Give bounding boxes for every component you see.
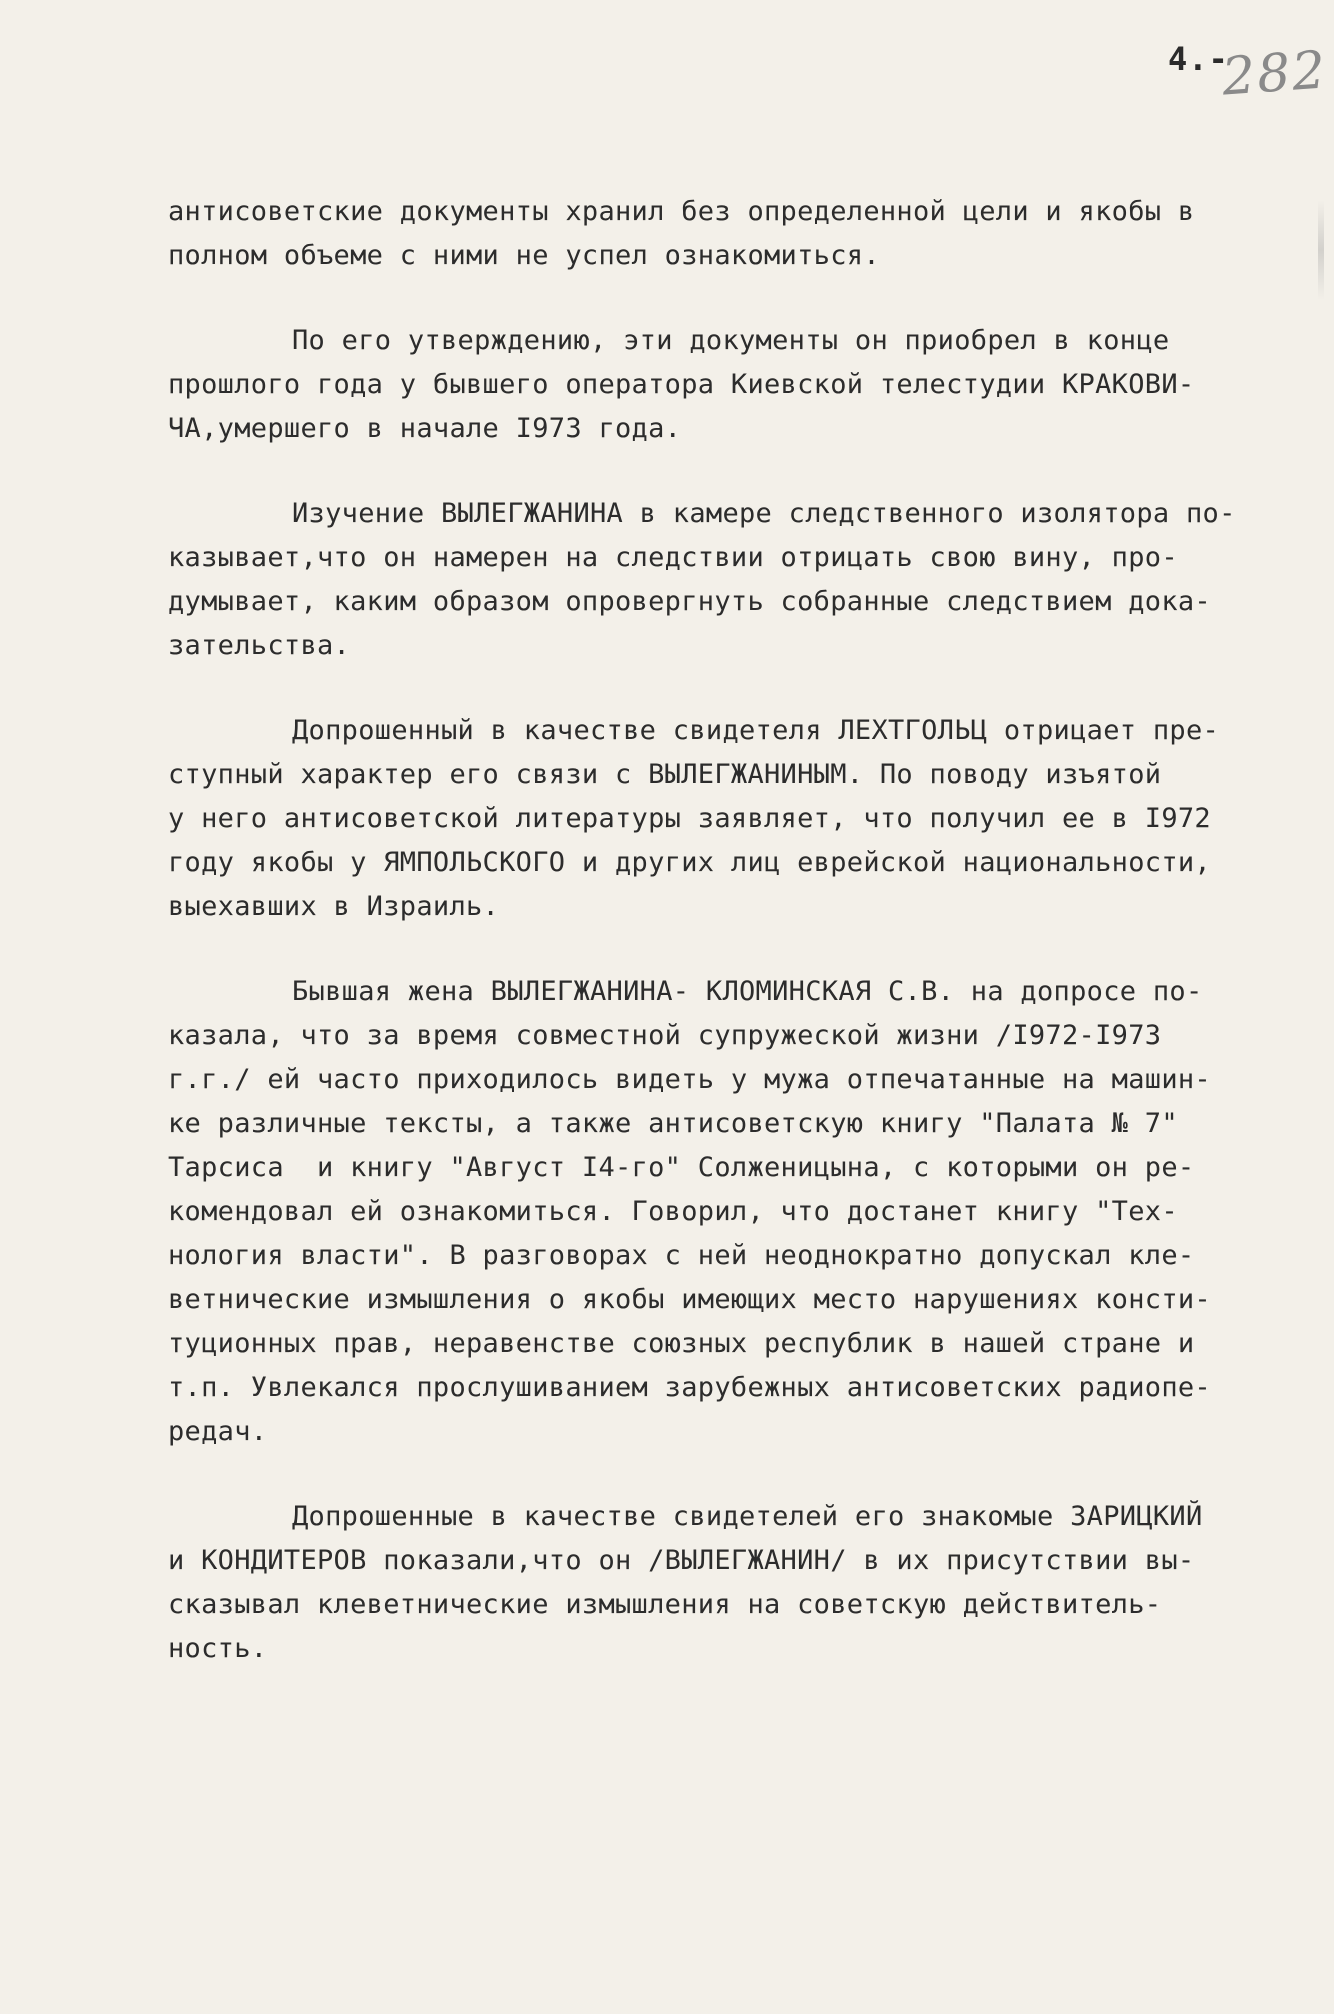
document-body xyxy=(168,190,1318,1712)
text-line: Бывшая жена ВЫЛЕГЖАНИНА- КЛОМИНСКАЯ С.В. на допросе по- xyxy=(292,976,1203,1007)
page-number: 4.- xyxy=(1168,40,1229,78)
paragraph-4 xyxy=(168,709,1318,929)
text-line: г.г./ ей часто приходилось видеть у мужа отпечатанные на машин- xyxy=(168,1064,1211,1095)
text-line: и КОНДИТЕРОВ показали,что он /ВЫЛЕГЖАНИН/ в их присутствии вы- xyxy=(168,1545,1195,1576)
text-line: казала, что за время совместной супружеской жизни /I972-I973 xyxy=(168,1020,1162,1051)
text-line: Допрошенный в качестве свидетеля ЛЕХТГОЛЬЦ отрицает пре- xyxy=(292,715,1220,746)
text-line: ке различные тексты, а также антисоветскую книгу "Палата № 7" xyxy=(168,1108,1178,1139)
text-line: сказывал клеветнические измышления на советскую действитель- xyxy=(168,1589,1162,1620)
text-line: ветнические измышления о якобы имеющих место нарушениях консти- xyxy=(168,1284,1211,1315)
paragraph-1 xyxy=(168,190,1318,278)
text-line: думывает, каким образом опровергнуть собранные следствием дока- xyxy=(168,586,1211,617)
archive-handwritten-number: 282 xyxy=(1220,40,1330,108)
text-line: ность. xyxy=(168,1633,268,1664)
text-line: Изучение ВЫЛЕГЖАНИНА в камере следственного изолятора по- xyxy=(292,498,1236,529)
text-line: выехавших в Израиль. xyxy=(168,891,500,922)
text-line: зательства. xyxy=(168,630,351,661)
text-line: полном объеме с ними не успел ознакомиться. xyxy=(168,240,880,271)
text-line: По его утверждению, эти документы он приобрел в конце xyxy=(292,325,1170,356)
text-line: комендовал ей ознакомиться. Говорил, что достанет книгу "Тех- xyxy=(168,1196,1178,1227)
paragraph-3 xyxy=(168,492,1318,668)
text-line: Тарсиса и книгу "Август I4-го" Солженицына, с которыми он ре- xyxy=(168,1152,1195,1183)
paragraph-6 xyxy=(168,1495,1318,1671)
text-line: антисоветские документы хранил без определенной цели и якобы в xyxy=(168,196,1195,227)
paragraph-2 xyxy=(168,319,1318,451)
text-line: году якобы у ЯМПОЛЬСКОГО и других лиц еврейской национальности, xyxy=(168,847,1211,878)
paper-edge-mark xyxy=(1318,200,1324,300)
text-line: туционных прав, неравенстве союзных республик в нашей стране и xyxy=(168,1328,1195,1359)
text-line: нология власти". В разговорах с ней неоднократно допускал кле- xyxy=(168,1240,1195,1271)
text-line: т.п. Увлекался прослушиванием зарубежных антисоветских радиопе- xyxy=(168,1372,1211,1403)
text-line: казывает,что он намерен на следствии отрицать свою вину, про- xyxy=(168,542,1178,573)
text-line: прошлого года у бывшего оператора Киевской телестудии КРАКОВИ- xyxy=(168,369,1195,400)
text-line: ступный характер его связи с ВЫЛЕГЖАНИНЫМ. По поводу изъятой xyxy=(168,759,1162,790)
paragraph-5 xyxy=(168,970,1318,1454)
text-line: редач. xyxy=(168,1416,268,1447)
text-line: Допрошенные в качестве свидетелей его знакомые ЗАРИЦКИЙ xyxy=(292,1501,1203,1532)
text-line: у него антисоветской литературы заявляет, что получил ее в I972 xyxy=(168,803,1211,834)
text-line: ЧА,умершего в начале I973 года. xyxy=(168,413,682,444)
